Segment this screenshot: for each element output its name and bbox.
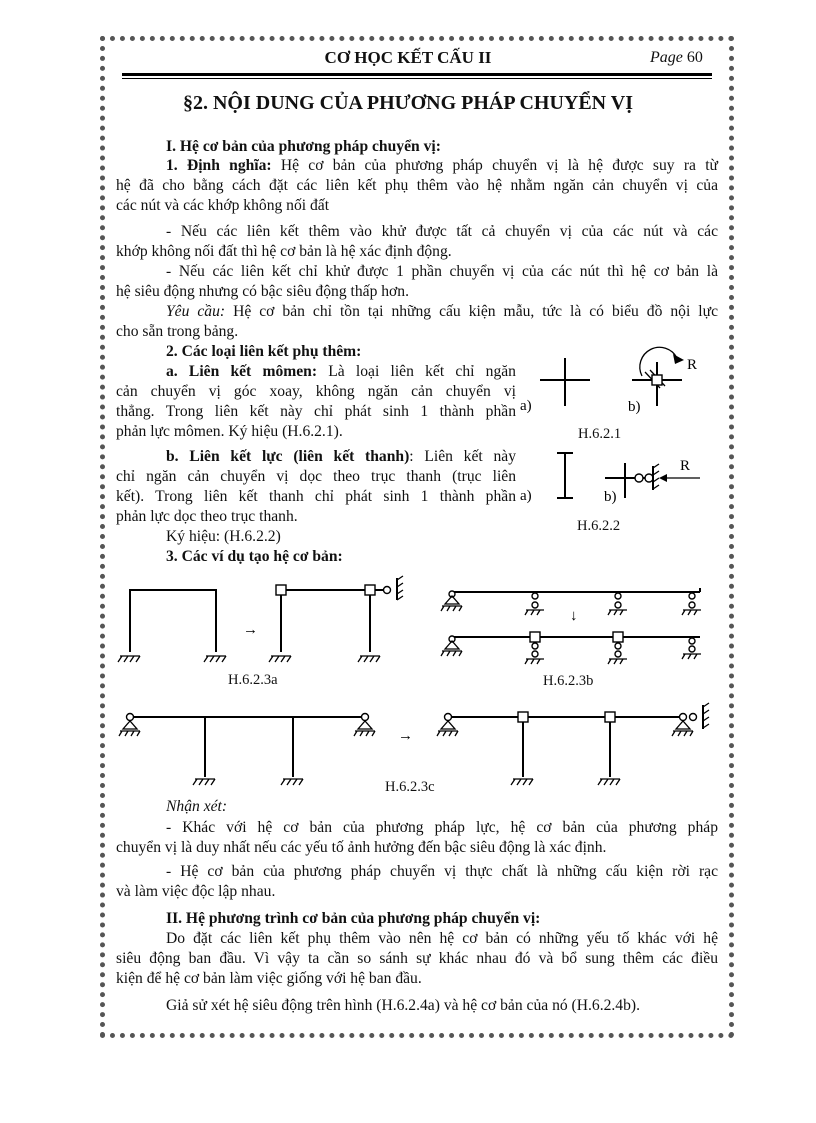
definition-label: 1. Định nghĩa: (166, 157, 272, 174)
caption-h622: H.6.2.2 (577, 518, 621, 534)
page-number (650, 49, 703, 67)
moment-line-4: phản lực mômen. Ký hiệu (H.6.2.1). (116, 423, 343, 440)
remark1-line-2: chuyển vị là duy nhất nếu các yếu tố ảnh hưởng đến bậc siêu động là xác định. (116, 839, 607, 856)
part2-line-3: kiện để hệ cơ bản làm việc giống với hệ ban đầu. (116, 970, 422, 987)
fixed-support (511, 779, 533, 785)
h622-label-R: R (680, 458, 691, 474)
frame-original (130, 590, 216, 652)
h623b-arrow: ↓ (570, 608, 578, 624)
force-line-5: Ký hiệu: (H.6.2.2) (166, 528, 281, 545)
part1-heading: I. Hệ cơ bản của phương pháp chuyển vị: (166, 138, 441, 155)
header-rule-thin (122, 78, 712, 79)
requirement-label: Yêu cầu: (166, 303, 226, 320)
examples-heading: 3. Các ví dụ tạo hệ cơ bản: (166, 548, 343, 565)
fixed-support (598, 779, 620, 785)
link-hinge-2 (645, 474, 653, 482)
figure-h622 (520, 448, 725, 508)
remarks-label: Nhận xét: (166, 798, 228, 815)
link-hinge (384, 587, 391, 594)
moment-line-2: cản chuyển vị góc xoay, không ngăn cản chuyển vị (116, 383, 516, 400)
remark2-line-1: - Hệ cơ bản của phương pháp chuyển vị thực chất là những cấu kiện rời rạc (166, 863, 718, 880)
moment-link-node (613, 632, 623, 642)
para2-line-1: - Nếu các liên kết thêm vào khử được tất cả chuyển vị của các nút và các (166, 223, 718, 240)
definition-line-2: hệ đã cho bằng cách đặt các liên kết phụ thêm vào hệ nhằm ngăn cản chuyển vị của (116, 177, 718, 194)
header-rule-thick (122, 73, 712, 76)
roller-support (608, 593, 627, 615)
header-title: CƠ HỌC KẾT CẤU II (324, 48, 492, 67)
definition-text-1: Hệ cơ bản của phương pháp chuyển vị là hệ được suy ra từ (271, 157, 718, 174)
caption-h623c: H.6.2.3c (385, 779, 435, 795)
h623a-arrow: → (243, 622, 258, 638)
frame-basic-left (281, 590, 370, 652)
moment-line-1 (166, 362, 516, 381)
caption-h623a: H.6.2.3a (228, 672, 278, 688)
para3-line-1: - Nếu các liên kết chỉ khử được 1 phần chuyển vị của các nút thì hệ cơ bản là (166, 263, 718, 280)
fixed-support (204, 656, 226, 662)
part2-heading: II. Hệ phương trình cơ bản của phương pháp chuyển vị: (166, 910, 541, 927)
definition-line-1 (166, 156, 718, 175)
part2-line-1: Do đặt các liên kết phụ thêm vào nên hệ cơ bản có những yếu tố khác với hệ (166, 930, 718, 947)
figure-h623c (115, 705, 720, 785)
h621-label-b: b) (628, 399, 641, 415)
fixed-support (193, 779, 215, 785)
roller-support (608, 643, 627, 664)
h622-label-b: b) (604, 489, 617, 505)
fixed-support (118, 656, 140, 662)
roller-support (682, 638, 701, 659)
figure-h623b (440, 582, 730, 672)
link-hinge (690, 714, 697, 721)
types-heading: 2. Các loại liên kết phụ thêm: (166, 343, 362, 360)
force-line-3: kết). Trong liên kết thanh chỉ phát sinh 1 thành phần (116, 488, 516, 505)
pinned-support (441, 591, 462, 611)
roller-support (525, 593, 544, 615)
moment-line-3: thẳng. Trong liên kết này chỉ phát sinh 1 thành phần (116, 403, 516, 420)
requirement-line-1 (166, 302, 718, 321)
fixed-support (269, 656, 291, 662)
figure-h621 (520, 350, 725, 425)
caption-h621: H.6.2.1 (578, 426, 622, 442)
h622-label-a: a) (520, 488, 532, 504)
definition-line-3: các nút và các khớp không nối đất (116, 197, 330, 214)
moment-arrow-head (673, 354, 684, 364)
moment-link-node (365, 585, 375, 595)
section-title: §2. NỘI DUNG CỦA PHƯƠNG PHÁP CHUYỂN VỊ (182, 92, 633, 114)
page-word: Page (650, 49, 683, 66)
moment-node-box (652, 375, 662, 385)
fixed-support (358, 656, 380, 662)
moment-text-1: Là loại liên kết chỉ ngăn (317, 363, 516, 380)
h621-label-R: R (687, 357, 698, 373)
h621-label-a: a) (520, 398, 532, 414)
remark1-line-1: - Khác với hệ cơ bản của phương pháp lực, hệ cơ bản của phương pháp (166, 819, 718, 836)
pinned-support (441, 636, 462, 656)
force-label: b. Liên kết lực (liên kết thanh) (166, 448, 410, 465)
force-line-4: phản lực dọc theo trục thanh. (116, 508, 298, 525)
force-arrow-head (659, 474, 667, 482)
part2-line-2: siêu động ban đầu. Vì vậy ta cần so sánh sự khác nhau đó và bổ sung thêm các điều (116, 950, 718, 967)
moment-label: a. Liên kết mômen: (166, 363, 318, 380)
moment-link-node (605, 712, 615, 722)
caption-h623b: H.6.2.3b (543, 673, 594, 689)
part2-line-4: Giả sử xét hệ siêu động trên hình (H.6.2.4a) và hệ cơ bản của nó (H.6.2.4b). (166, 997, 640, 1014)
link-hinge-1 (635, 474, 643, 482)
roller-support (682, 593, 701, 615)
requirement-text-1: Hệ cơ bản chỉ tồn tại những cấu kiện mẫu, tức là có biểu đồ nội lực (225, 303, 718, 320)
force-line-2: chỉ ngăn cản chuyển vị dọc theo trục thanh (trục liên (116, 468, 516, 485)
moment-link-node (530, 632, 540, 642)
force-text-1: : Liên kết này (409, 448, 517, 465)
moment-link-node (276, 585, 286, 595)
remark2-line-2: và làm việc độc lập nhau. (116, 883, 276, 900)
h623c-arrow: → (398, 728, 413, 744)
requirement-line-2: cho sẵn trong bảng. (116, 323, 239, 340)
moment-link-node (518, 712, 528, 722)
para3-line-2: hệ siêu động nhưng có bậc siêu động thấp hơn. (116, 283, 409, 300)
roller-support (525, 643, 544, 664)
fixed-support (281, 779, 303, 785)
page-number-value: 60 (686, 49, 703, 66)
figure-h623a (115, 582, 415, 667)
para2-line-2: khớp không nối đất thì hệ cơ bản là hệ xác định động. (116, 243, 452, 260)
force-line-1 (166, 447, 516, 466)
